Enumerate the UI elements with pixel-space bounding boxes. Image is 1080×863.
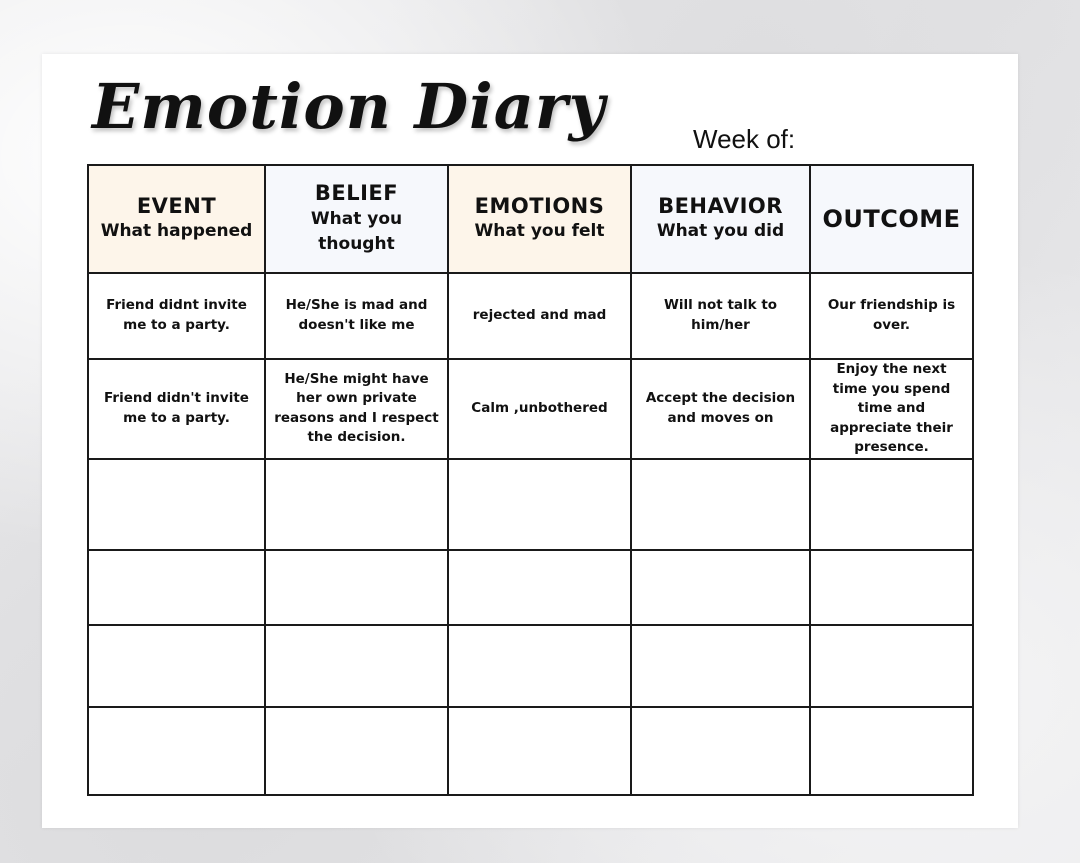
emotions-cell	[448, 707, 631, 795]
emotions-cell	[448, 625, 631, 707]
belief-cell: He/She is mad and doesn't like me	[265, 273, 448, 359]
behavior-cell	[631, 459, 810, 550]
behavior-cell	[631, 707, 810, 795]
table-row	[88, 459, 973, 550]
outcome-cell	[810, 707, 973, 795]
event-cell: Friend didn't invite me to a party.	[88, 359, 265, 459]
belief-cell	[265, 707, 448, 795]
behavior-column-header	[631, 165, 810, 273]
belief-header-subtitle: What you thought	[310, 208, 403, 255]
emotions-cell: Calm ,unbothered	[448, 359, 631, 459]
outcome-cell: Enjoy the next time you spend time and appreciate their presence.	[810, 359, 973, 459]
belief-column-header	[265, 165, 448, 273]
event-cell	[88, 459, 265, 550]
table-row	[88, 359, 973, 459]
belief-cell	[265, 625, 448, 707]
outcome-cell	[810, 459, 973, 550]
behavior-header-title: BEHAVIOR	[658, 194, 783, 219]
emotions-cell: rejected and mad	[448, 273, 631, 359]
behavior-cell: Accept the decision and moves on	[631, 359, 810, 459]
event-cell	[88, 550, 265, 625]
outcome-column-header	[810, 165, 973, 273]
table-row	[88, 707, 973, 795]
header-row	[88, 165, 973, 273]
emotions-header-title: EMOTIONS	[474, 194, 605, 219]
event-column-header	[88, 165, 265, 273]
emotion-diary-table	[87, 164, 974, 796]
emotions-column-header	[448, 165, 631, 273]
emotions-cell	[448, 459, 631, 550]
event-cell	[88, 707, 265, 795]
outcome-cell: Our friendship is over.	[810, 273, 973, 359]
worksheet-page	[42, 54, 1018, 828]
outcome-header-title: OUTCOME	[822, 205, 961, 233]
week-of-label: Week of:	[693, 124, 796, 154]
belief-cell: He/She might have her own private reasons and I respect the decision.	[265, 359, 448, 459]
event-cell: Friend didnt invite me to a party.	[88, 273, 265, 359]
behavior-cell: Will not talk to him/her	[631, 273, 810, 359]
table-row	[88, 550, 973, 625]
belief-header-title: BELIEF	[314, 181, 399, 206]
emotions-cell	[448, 550, 631, 625]
behavior-cell	[631, 625, 810, 707]
event-cell	[88, 625, 265, 707]
behavior-header-subtitle: What you did	[656, 221, 785, 242]
outcome-cell	[810, 550, 973, 625]
behavior-cell	[631, 550, 810, 625]
event-header-subtitle: What happened	[100, 221, 253, 242]
page-title: Emotion Diary	[92, 70, 606, 143]
table-row	[88, 273, 973, 359]
emotions-header-subtitle: What you felt	[474, 221, 605, 242]
event-header-title: EVENT	[136, 194, 217, 219]
table-row	[88, 625, 973, 707]
belief-cell	[265, 459, 448, 550]
belief-cell	[265, 550, 448, 625]
outcome-cell	[810, 625, 973, 707]
